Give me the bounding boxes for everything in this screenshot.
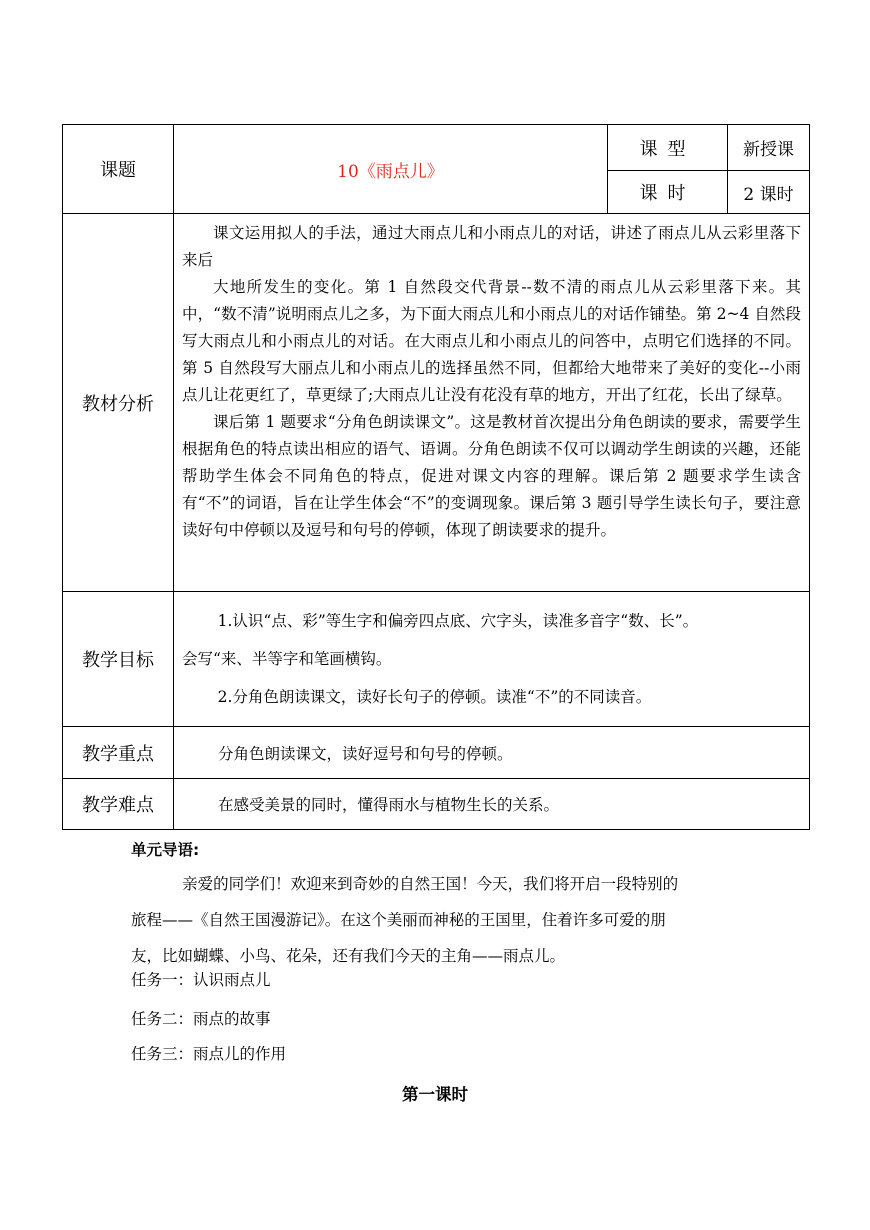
difficulty-label: 教学难点 bbox=[63, 779, 174, 830]
type-value: 新授课 bbox=[728, 125, 810, 171]
section-heading: 第一课时 bbox=[402, 1085, 468, 1104]
analysis-paragraph: 大地所发生的变化。第 1 自然段交代背景--数不清的雨点儿从云彩里落下来。其中，“数不清”说明雨点儿之多，为下面大雨点儿和小雨点儿的对话作铺垫。第 2~4 自然段写大雨点儿和小雨点儿的对话。在大雨点儿和小雨点儿的问答中，点明它们选择的不同。第 5 自然段写大丽点儿和小雨点儿的选择虽然不同，但都给大地带来了美好的变化--小雨点儿让花更红了，草更绿了;大雨点儿让没有花没有草的地方，开出了红花，长出了绿草。 bbox=[182, 278, 801, 404]
task-3: 任务三：雨点儿的作用 bbox=[131, 1045, 287, 1063]
hours-label: 课时 bbox=[608, 171, 728, 214]
topic-label: 课题 bbox=[63, 125, 174, 214]
goals-label: 教学目标 bbox=[63, 592, 174, 727]
unit-intro-line: 友，比如蝴蝶、小鸟、花朵，还有我们今天的主角——雨点儿。 bbox=[131, 947, 566, 965]
unit-intro-line: 亲爱的同学们！欢迎来到奇妙的自然王国！今天，我们将开启一段特别的 bbox=[182, 875, 679, 893]
goal-2: 2.分角色朗读课文，读好长句子的停顿。读准“不”的不同读音。 bbox=[217, 688, 652, 706]
key-points-label: 教学重点 bbox=[63, 727, 174, 779]
lesson-plan-table bbox=[62, 124, 810, 830]
task-2: 任务二：雨点的故事 bbox=[131, 1010, 271, 1028]
type-label: 课型 bbox=[608, 125, 728, 171]
goal-1-continued: 会写“来、半等字和笔画横钩。 bbox=[182, 650, 392, 668]
analysis-paragraph: 课文运用拟人的手法，通过大雨点儿和小雨点儿的对话，讲述了雨点儿从云彩里落下来后 bbox=[182, 224, 801, 269]
analysis-content bbox=[174, 214, 810, 592]
unit-intro bbox=[131, 838, 751, 974]
hours-value: 2 课时 bbox=[728, 171, 810, 214]
difficulty-text: 在感受美景的同时，懂得雨水与植物生长的关系。 bbox=[174, 779, 810, 830]
analysis-paragraph: 课后第 1 题要求“分角色朗读课文”。这是教材首次提出分角色朗读的要求，需要学生根据角色的特点读出相应的语气、语调。分角色朗读不仅可以调动学生朗读的兴趣，还能帮助学生体会不同角色的特点，促进对课文内容的理解。课后第 2 题要求学生读含有“不”的词语，旨在让学生体会“不”的变调现象。课后第 3 题引导学生读长句子，要注意读好句中停顿以及逗号和句号的停顿，体现了朗读要求的提升。 bbox=[182, 413, 801, 539]
goal-1: 1.认识“点、彩”等生字和偏旁四点底、穴字头，读准多音字“数、长”。 bbox=[217, 612, 699, 630]
key-points-text: 分角色朗读课文，读好逗号和句号的停顿。 bbox=[174, 727, 810, 779]
unit-intro-heading: 单元导语: bbox=[131, 841, 200, 859]
unit-intro-line: 旅程——《自然王国漫游记》。在这个美丽而神秘的王国里，住着许多可爱的朋 bbox=[131, 911, 666, 929]
goals-content bbox=[174, 592, 810, 727]
lesson-title: 10《雨点儿》 bbox=[174, 125, 608, 214]
task-1: 任务一：认识雨点儿 bbox=[131, 971, 271, 989]
analysis-label: 教材分析 bbox=[63, 214, 174, 592]
